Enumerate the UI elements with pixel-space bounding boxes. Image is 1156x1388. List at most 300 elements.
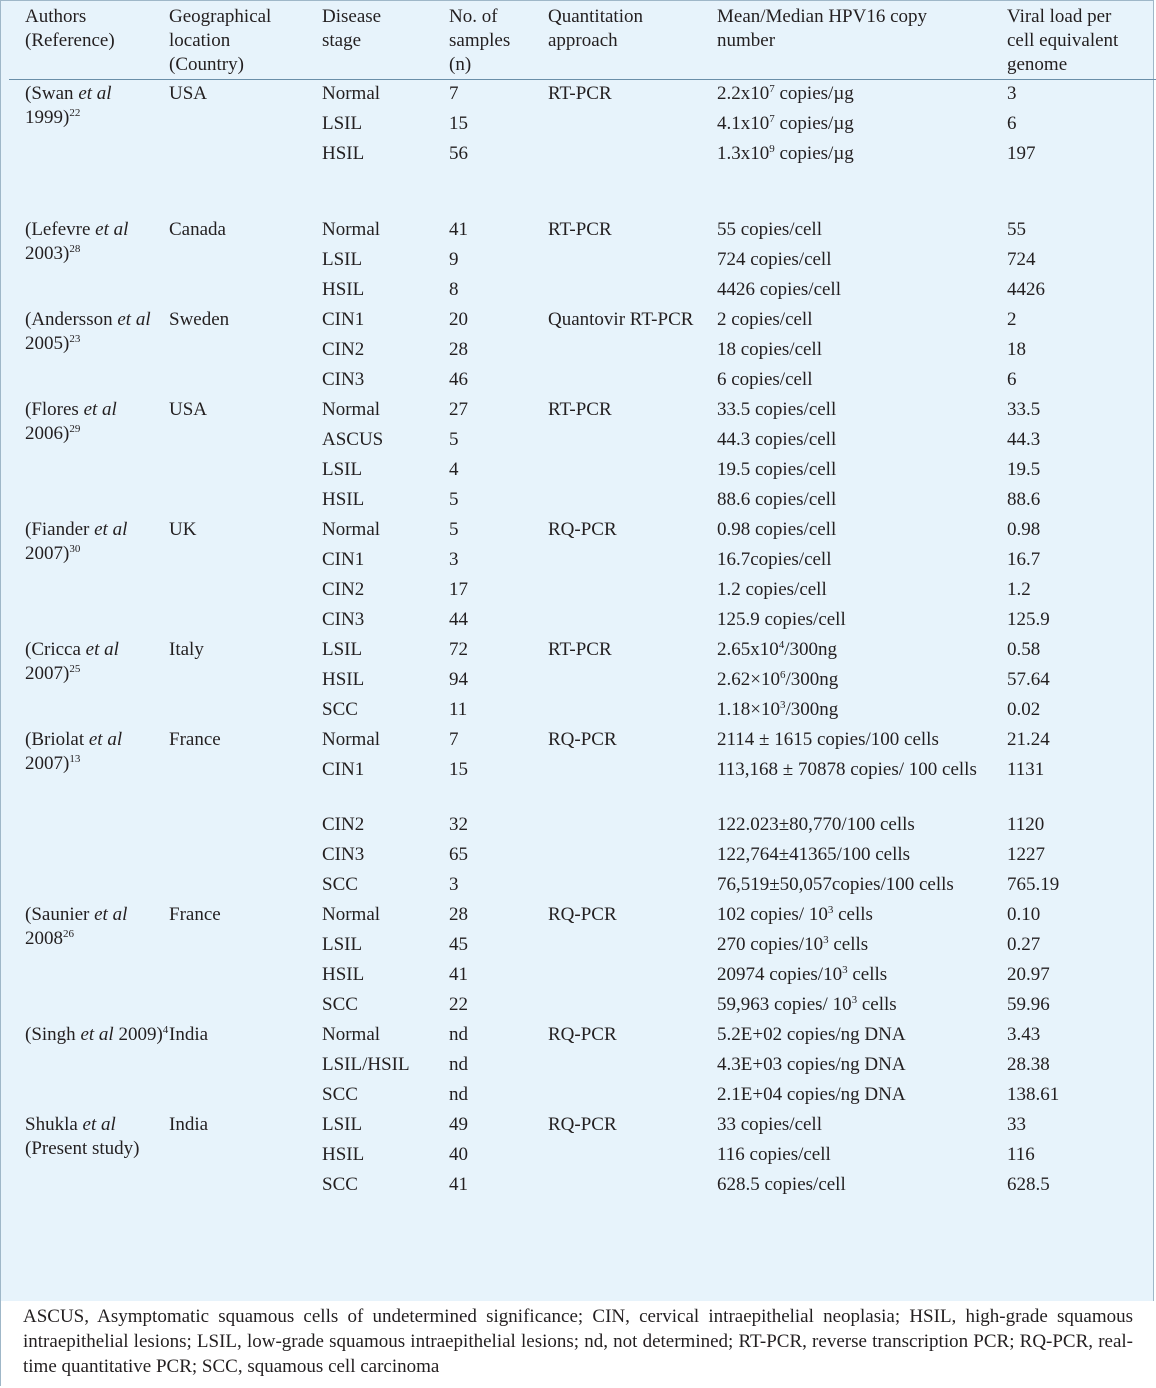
viral-load-value: 20.97: [1007, 964, 1050, 985]
copy-number-exponent: 7: [769, 83, 775, 95]
copy-number: [717, 396, 1007, 426]
disease-stage: LSIL/HSIL: [322, 1054, 410, 1075]
copy-number: [717, 961, 1007, 991]
viral-load-value: 55: [1007, 219, 1026, 240]
copy-number-value: 2.65x10: [717, 639, 779, 660]
cell-method: [548, 636, 717, 726]
reference-number: 30: [69, 543, 81, 555]
viral-load-value: 33: [1007, 1114, 1026, 1135]
table-footnote: ASCUS, Asymptomatic squamous cells of undetermined significance; CIN, cervical intraepithelial neoplasia; HSIL, high-grade squamous intraepithelial lesions; LSIL, low-grade squamous intraepithelial lesions; nd, not determined; RT-PCR, reverse transcription PCR; RQ-PCR, real-time quantitative PCR; SCC, squamous cell carcinoma: [1, 1301, 1155, 1387]
copy-number-unit: /300ng: [784, 639, 838, 660]
cell-stages: [322, 901, 449, 1021]
author-name: (Lefevre: [25, 219, 96, 240]
disease-stage: Normal: [322, 519, 381, 540]
cell-country: [169, 396, 322, 516]
cell-viral-load: [1007, 636, 1156, 726]
sample-count: 28: [449, 339, 468, 360]
cell-samples: [449, 1021, 548, 1111]
viral-load-value: 628.5: [1007, 1174, 1050, 1195]
copy-number-unit: /300ng: [785, 699, 839, 720]
author-year: 2009): [113, 1024, 163, 1045]
header-line: (Country): [169, 54, 244, 75]
sample-count: 41: [449, 964, 468, 985]
header-line: cell equivalent: [1007, 30, 1119, 51]
quantitation-approach: Quantovir RT-PCR: [548, 309, 694, 330]
sample-count: 7: [449, 729, 459, 750]
header-line: Geographical: [169, 6, 272, 27]
viral-load-value: 197: [1007, 143, 1036, 164]
copy-number-value: 1.2 copies/cell: [717, 579, 827, 600]
disease-stage: SCC: [322, 874, 358, 895]
cell-stages: [322, 396, 449, 516]
table-body: [9, 80, 1156, 1202]
author-etal: et al: [80, 1024, 114, 1045]
cell-method: [548, 1021, 717, 1111]
copy-number-value: 628.5 copies/cell: [717, 1174, 846, 1195]
disease-stage: CIN2: [322, 814, 365, 835]
cell-samples: [449, 216, 548, 306]
copy-number-value: 5.2E+02 copies/ng DNA: [717, 1024, 906, 1045]
cell-method: [548, 396, 717, 516]
header-copy-number: [717, 1, 1007, 80]
author-name: (Fiander: [25, 519, 95, 540]
copy-number-value: 113,168 ± 70878 copies/ 100 cells: [717, 759, 977, 780]
table-row-group: [9, 216, 1156, 306]
copy-number: [717, 246, 1007, 276]
cell-copy-number: [717, 306, 1007, 396]
reference-number: 13: [69, 753, 81, 765]
table-row-group: [9, 306, 1156, 396]
disease-stage: Normal: [322, 729, 381, 750]
copy-number-exponent: 7: [769, 113, 775, 125]
copy-number-value: 6 copies/cell: [717, 369, 813, 390]
copy-number-value: 2 copies/cell: [717, 309, 813, 330]
disease-stage: ASCUS: [322, 429, 384, 450]
disease-stage: HSIL: [322, 489, 365, 510]
copy-number-value: 4426 copies/cell: [717, 279, 841, 300]
copy-number-value: 33 copies/cell: [717, 1114, 822, 1135]
cell-country: [169, 1021, 322, 1111]
copy-number: [717, 811, 1007, 841]
copy-number: [717, 1081, 1007, 1111]
header-authors: [9, 1, 169, 80]
author-year: 1999): [25, 107, 70, 128]
viral-load-value: 44.3: [1007, 429, 1041, 450]
cell-samples: [449, 901, 548, 1021]
disease-stage: CIN1: [322, 759, 365, 780]
sample-count: 56: [449, 143, 468, 164]
sample-count: 72: [449, 639, 468, 660]
cell-stages: [322, 216, 449, 306]
viral-load-value: 3: [1007, 83, 1017, 104]
copy-number: [717, 636, 1007, 666]
author-name: Shukla: [25, 1114, 83, 1135]
author-name: (Flores: [25, 399, 84, 420]
sample-count: nd: [449, 1054, 468, 1075]
author-name: (Cricca: [25, 639, 86, 660]
disease-stage: LSIL: [322, 1114, 363, 1135]
quantitation-approach: RQ-PCR: [548, 904, 617, 925]
copy-number-value: 102 copies/ 10: [717, 904, 828, 925]
copy-number-exponent: 4: [778, 639, 785, 651]
author-year: 2007): [25, 663, 70, 684]
cell-country: [169, 636, 322, 726]
sample-count: 45: [449, 934, 468, 955]
copy-number: [717, 216, 1007, 246]
author-reference: [25, 396, 169, 446]
disease-stage: Normal: [322, 219, 381, 240]
cell-samples: [449, 516, 548, 636]
copy-number: [717, 901, 1007, 931]
table-row-group: [9, 636, 1156, 726]
copy-number: [717, 366, 1007, 396]
viral-load-value: 88.6: [1007, 489, 1041, 510]
cell-samples: [449, 396, 548, 516]
table-row-group: [9, 80, 1156, 217]
cell-author: [9, 636, 169, 726]
disease-stage: SCC: [322, 699, 358, 720]
copy-number-value: 270 copies/10: [717, 934, 824, 955]
viral-load-value: 0.27: [1007, 934, 1041, 955]
cell-viral-load: [1007, 216, 1156, 306]
header-line: approach: [548, 30, 618, 51]
author-name: (Andersson: [25, 309, 118, 330]
disease-stage: CIN1: [322, 309, 365, 330]
viral-load-value: 0.58: [1007, 639, 1041, 660]
copy-number: [717, 666, 1007, 696]
cell-stages: [322, 1111, 449, 1201]
sample-count: 9: [449, 249, 459, 270]
author-etal: et al: [95, 219, 129, 240]
copy-number: [717, 931, 1007, 961]
quantitation-approach: RQ-PCR: [548, 519, 617, 540]
cell-stages: [322, 726, 449, 901]
country-name: USA: [169, 399, 208, 420]
disease-stage: SCC: [322, 994, 358, 1015]
copy-number: [717, 726, 1007, 756]
cell-stages: [322, 306, 449, 396]
header-viral-load: [1007, 1, 1156, 80]
reference-number: 23: [69, 333, 81, 345]
sample-count: 27: [449, 399, 468, 420]
quantitation-approach: RT-PCR: [548, 639, 612, 660]
quantitation-approach: RQ-PCR: [548, 729, 617, 750]
cell-viral-load: [1007, 1111, 1156, 1201]
cell-viral-load: [1007, 80, 1156, 217]
sample-count: 15: [449, 759, 468, 780]
copy-number: [717, 576, 1007, 606]
copy-number-value: 125.9 copies/cell: [717, 609, 846, 630]
author-etal: et al: [88, 729, 123, 750]
sample-count: 94: [449, 669, 468, 690]
reference-number: 4: [162, 1024, 169, 1036]
author-reference: [25, 216, 169, 266]
copy-number-value: 88.6 copies/cell: [717, 489, 837, 510]
copy-number-value: 4.1x10: [717, 113, 770, 134]
copy-number-unit: /300ng: [785, 669, 839, 690]
copy-number-unit: cells: [857, 994, 897, 1015]
author-etal: et al: [78, 83, 112, 104]
sample-count: 17: [449, 579, 468, 600]
cell-author: [9, 726, 169, 901]
copy-number-value: 55 copies/cell: [717, 219, 822, 240]
viral-load-value: 4426: [1007, 279, 1045, 300]
viral-load-value: 116: [1007, 1144, 1035, 1165]
quantitation-approach: RT-PCR: [548, 399, 612, 420]
author-etal: et al: [94, 519, 128, 540]
copy-number: [717, 426, 1007, 456]
viral-load-value: 33.5: [1007, 399, 1041, 420]
author-reference: [25, 306, 169, 356]
viral-load-value: 138.61: [1007, 1084, 1060, 1105]
header-line: genome: [1007, 54, 1068, 75]
author-year: (Present study): [25, 1138, 140, 1159]
cell-author: [9, 216, 169, 306]
viral-load-value: 125.9: [1007, 609, 1050, 630]
copy-number-unit: cells: [833, 904, 873, 925]
disease-stage: CIN2: [322, 579, 365, 600]
viral-load-value: 57.64: [1007, 669, 1050, 690]
copy-number-value: 18 copies/cell: [717, 339, 822, 360]
viral-load-value: 1227: [1007, 844, 1045, 865]
cell-stages: [322, 636, 449, 726]
copy-number-exponent: 3: [827, 904, 834, 916]
viral-load-value: 59.96: [1007, 994, 1050, 1015]
copy-number-value: 116 copies/cell: [717, 1144, 831, 1165]
viral-load-value: 1120: [1007, 814, 1045, 835]
disease-stage: SCC: [322, 1174, 358, 1195]
disease-stage: CIN3: [322, 844, 365, 865]
author-year: 2008: [25, 928, 63, 949]
copy-number-unit: copies/µg: [774, 113, 854, 134]
sample-count: 41: [449, 1174, 468, 1195]
cell-method: [548, 726, 717, 901]
viral-load-value: 6: [1007, 113, 1017, 134]
copy-number-exponent: 6: [779, 669, 786, 681]
table-row-group: [9, 726, 1156, 901]
sample-count: nd: [449, 1024, 468, 1045]
table-row-group: [9, 396, 1156, 516]
cell-method: [548, 901, 717, 1021]
country-name: France: [169, 904, 221, 925]
viral-load-value: 0.98: [1007, 519, 1041, 540]
author-name: (Saunier: [25, 904, 95, 925]
cell-copy-number: [717, 1111, 1007, 1201]
reference-number: 29: [69, 423, 81, 435]
copy-number: [717, 456, 1007, 486]
header-line: (n): [449, 54, 472, 75]
author-reference: [25, 1111, 169, 1161]
sample-count: 44: [449, 609, 468, 630]
disease-stage: HSIL: [322, 143, 365, 164]
disease-stage: CIN3: [322, 369, 365, 390]
copy-number-value: 4.3E+03 copies/ng DNA: [717, 1054, 906, 1075]
author-reference: [25, 901, 169, 951]
author-year: 2007): [25, 753, 70, 774]
header-line: Mean/Median HPV16 copy: [717, 6, 928, 27]
country-name: India: [169, 1024, 209, 1045]
header-line: Disease: [322, 6, 382, 27]
header-line: No. of: [449, 6, 498, 27]
viral-load-value: 1131: [1007, 759, 1045, 780]
disease-stage: Normal: [322, 399, 381, 420]
cell-author: [9, 516, 169, 636]
disease-stage: LSIL: [322, 934, 363, 955]
header-line: Quantitation: [548, 6, 643, 27]
sample-count: 3: [449, 874, 459, 895]
cell-method: [548, 516, 717, 636]
table-row-group: [9, 1021, 1156, 1111]
sample-count: 11: [449, 699, 468, 720]
copy-number: [717, 1171, 1007, 1201]
viral-load-value: 2: [1007, 309, 1017, 330]
disease-stage: HSIL: [322, 1144, 365, 1165]
country-name: Italy: [169, 639, 204, 660]
table-row-group: [9, 1111, 1156, 1201]
viral-load-value: 724: [1007, 249, 1036, 270]
cell-stages: [322, 516, 449, 636]
viral-load-value: 0.02: [1007, 699, 1041, 720]
cell-viral-load: [1007, 726, 1156, 901]
author-reference: [25, 636, 169, 686]
copy-number-unit: cells: [828, 934, 869, 955]
header-approach: [548, 1, 717, 80]
sample-count: 41: [449, 219, 468, 240]
header-line: stage: [322, 30, 362, 51]
quantitation-approach: RQ-PCR: [548, 1024, 617, 1045]
cell-stages: [322, 1021, 449, 1111]
copy-number: [717, 696, 1007, 726]
sample-count: 15: [449, 113, 468, 134]
copy-number: [717, 336, 1007, 366]
copy-number-value: 59,963 copies/ 10: [717, 994, 852, 1015]
copy-number: [717, 276, 1007, 306]
disease-stage: Normal: [322, 904, 381, 925]
viral-load-table: [9, 1, 1156, 1201]
disease-stage: HSIL: [322, 964, 365, 985]
cell-copy-number: [717, 80, 1007, 217]
author-reference: [25, 80, 169, 130]
disease-stage: HSIL: [322, 279, 365, 300]
disease-stage: CIN1: [322, 549, 365, 570]
cell-country: [169, 516, 322, 636]
sample-count: 20: [449, 309, 468, 330]
author-etal: et al: [83, 399, 117, 420]
header-samples: [449, 1, 548, 80]
author-year: 2007): [25, 543, 70, 564]
cell-samples: [449, 80, 548, 217]
copy-number: [717, 871, 1007, 901]
copy-number: [717, 841, 1007, 871]
disease-stage: LSIL: [322, 113, 363, 134]
cell-viral-load: [1007, 396, 1156, 516]
viral-load-value: 16.7: [1007, 549, 1041, 570]
copy-number-value: 0.98 copies/cell: [717, 519, 837, 540]
quantitation-approach: RT-PCR: [548, 219, 612, 240]
author-reference: [25, 516, 169, 566]
cell-viral-load: [1007, 901, 1156, 1021]
sample-count: 5: [449, 489, 459, 510]
author-etal: et al: [85, 639, 119, 660]
sample-count: 40: [449, 1144, 468, 1165]
cell-samples: [449, 306, 548, 396]
author-reference: [25, 726, 169, 776]
sample-count: 28: [449, 904, 468, 925]
sample-count: 5: [449, 519, 459, 540]
header-location: [169, 1, 322, 80]
country-name: USA: [169, 83, 208, 104]
disease-stage: LSIL: [322, 249, 363, 270]
copy-number: [717, 546, 1007, 576]
viral-load-value: 19.5: [1007, 459, 1041, 480]
cell-copy-number: [717, 636, 1007, 726]
copy-number-value: 2.62×10: [717, 669, 780, 690]
sample-count: 3: [449, 549, 459, 570]
copy-number-unit: copies/µg: [774, 143, 854, 164]
cell-country: [169, 1111, 322, 1201]
copy-number: [717, 1141, 1007, 1171]
copy-number-value: 724 copies/cell: [717, 249, 832, 270]
copy-number-value: 2.1E+04 copies/ng DNA: [717, 1084, 906, 1105]
sample-count: 5: [449, 429, 459, 450]
header-line: Authors: [25, 6, 87, 27]
country-name: India: [169, 1114, 209, 1135]
sample-count: 65: [449, 844, 468, 865]
copy-number-exponent: 3: [851, 994, 858, 1006]
cell-stages: [322, 80, 449, 217]
cell-copy-number: [717, 216, 1007, 306]
copy-number-value: 122,764±41365/100 cells: [717, 844, 911, 865]
viral-load-value: 765.19: [1007, 874, 1060, 895]
viral-load-value: 28.38: [1007, 1054, 1050, 1075]
cell-samples: [449, 1111, 548, 1201]
header-line: samples: [449, 30, 511, 51]
copy-number-value: 122.023±80,770/100 cells: [717, 814, 915, 835]
copy-number: [717, 991, 1007, 1021]
sample-count: 8: [449, 279, 459, 300]
author-etal: et al: [117, 309, 151, 330]
cell-author: [9, 80, 169, 217]
disease-stage: SCC: [322, 1084, 358, 1105]
cell-author: [9, 1111, 169, 1201]
copy-number: [717, 80, 1007, 110]
copy-number-value: 2114 ± 1615 copies/100 cells: [717, 729, 939, 750]
cell-country: [169, 901, 322, 1021]
sample-count: 49: [449, 1114, 468, 1135]
cell-copy-number: [717, 726, 1007, 901]
author-reference: [25, 1021, 169, 1047]
copy-number-exponent: 3: [842, 964, 848, 976]
copy-number-value: 1.3x10: [717, 143, 770, 164]
cell-author: [9, 306, 169, 396]
cell-method: [548, 80, 717, 217]
cell-country: [169, 726, 322, 901]
cell-copy-number: [717, 901, 1007, 1021]
header-line: Viral load per: [1007, 6, 1112, 27]
copy-number: [717, 306, 1007, 336]
header-line: number: [717, 30, 776, 51]
cell-viral-load: [1007, 1021, 1156, 1111]
author-name: (Singh: [25, 1024, 81, 1045]
copy-number-exponent: 3: [779, 699, 786, 711]
copy-number: [717, 1021, 1007, 1051]
sample-count: nd: [449, 1084, 468, 1105]
disease-stage: LSIL: [322, 639, 363, 660]
sample-count: 7: [449, 83, 459, 104]
quantitation-approach: RT-PCR: [548, 83, 612, 104]
copy-number-exponent: 9: [769, 143, 775, 155]
cell-author: [9, 1021, 169, 1111]
